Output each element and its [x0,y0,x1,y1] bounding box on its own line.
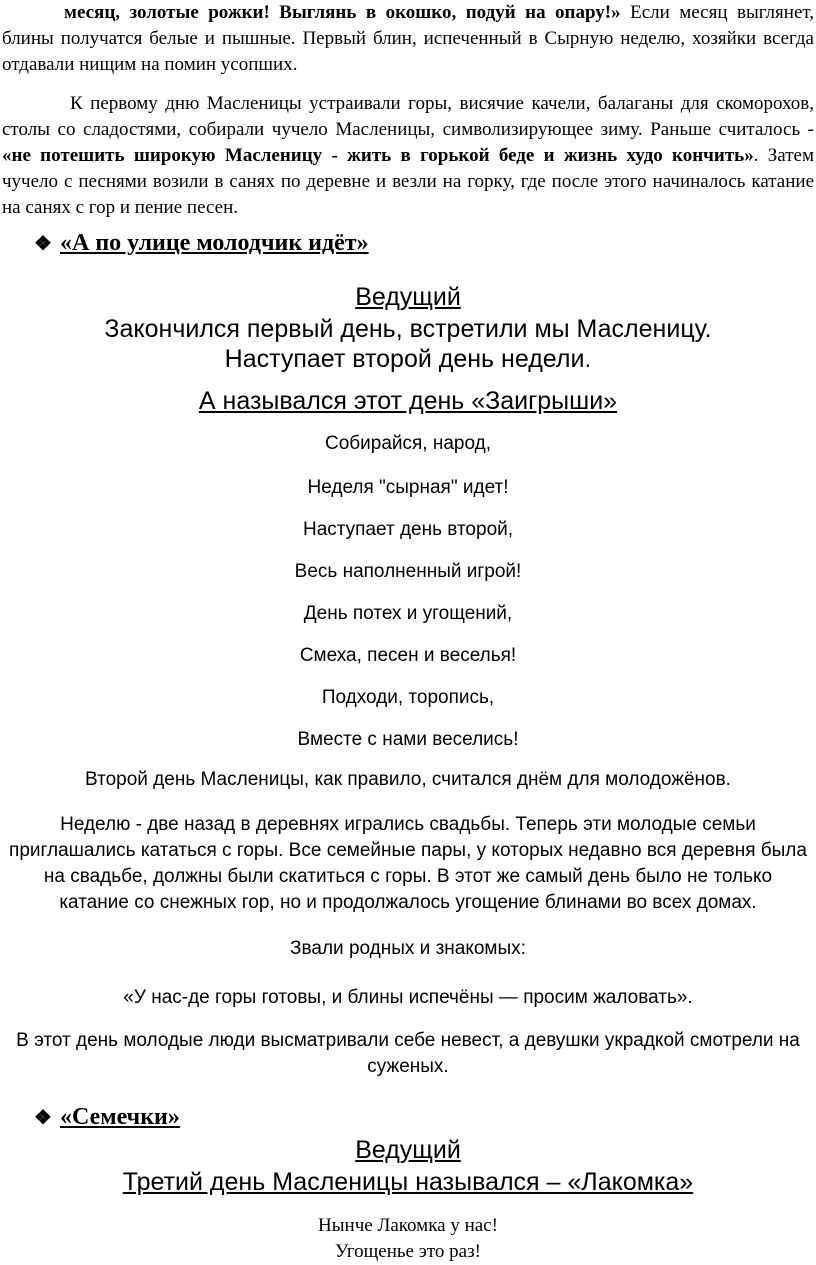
host-label: Ведущий [355,1136,461,1164]
paragraph-omen-bold: месяц, золотые рожки! Выглянь в окошко, подуй на опару!» [64,2,621,23]
poem-line: Наступает день второй, [302,519,514,540]
poem-line: Угощенье это раз! [335,1241,481,1262]
host-intro: Закончился первый день, встретили мы Масленицу. Наступает второй день недели. [104,315,712,373]
paragraph-omen-text: Если месяц выглянет, блины получатся белые и пышные. Первый блин, испеченный в Сырную неделю, хозяйки всегда отдавали нищим на помин усопших. [2,2,814,75]
paragraph-omen [2,0,814,78]
host-label: Ведущий [355,283,461,311]
poem-line: Неделя "сырная" идет! [307,477,509,498]
text-brides: В этот день молодые люди высматривали себе невест, а девушки украдкой смотрели на суженых. [16,1030,800,1077]
diamond-bullet-icon: ❖ [34,233,52,255]
poem-line: Смеха, песен и веселья! [299,645,517,666]
section-heading-semechki [34,1102,180,1133]
paragraph-festivities-bold: «не потешить широкую Масленицу - жить в горькой беде и жизнь худо кончить» [2,145,754,166]
poem-line: Вместе с нами веселись! [297,729,519,750]
section-heading-molodchik [34,228,369,259]
text-newlyweds: Второй день Масленицы, как правило, считался днём для молодожёнов. [85,769,731,790]
poem-line: День потех и угощений, [303,603,513,624]
text-invite: Звали родных и знакомых: [290,938,526,959]
paragraph-festivities [2,91,814,221]
day-name-lakomka: Третий день Масленицы назывался – «Лакомка» [122,1168,694,1196]
poem-line: Подходи, торопись, [321,687,495,708]
text-quote: «У нас-де горы готовы, и блины испечёны — просим жаловать». [123,987,693,1008]
poem-line: Нынче Лакомка у нас! [318,1215,498,1236]
paragraph-festivities-end: . Затем чучело с песнями возили в санях по деревне и везли на горку, где после этого начиналось катание на санях с гор и пение песен. [2,145,814,218]
poem-line: Весь наполненный игрой! [294,561,522,582]
paragraph-festivities-start: К первому дню Масленицы устраивали горы, висячие качели, балаганы для скоморохов, столы со сладостями, собирали чучело Масленицы, символизирующее зиму. Раньше считалось - [2,93,814,140]
text-weddings: Неделю - две назад в деревнях игрались свадьбы. Теперь эти молодые семьи приглашались кататься с горы. Все семейные пары, у которых недавно вся деревня была на свадьбе, должны были скатиться с горы. В этот же самый день было не только катание со снежных гор, но и продолжалось угощение блинами во всех домах. [9,814,807,913]
diamond-bullet-icon: ❖ [34,1107,52,1129]
section-heading-text: «Семечки» [60,1104,180,1130]
day-name-zaigryshi: А назывался этот день «Заигрыши» [198,387,618,415]
poem-line: Собирайся, народ, [324,433,492,454]
section-heading-text: «А по улице молодчик идёт» [60,230,369,256]
